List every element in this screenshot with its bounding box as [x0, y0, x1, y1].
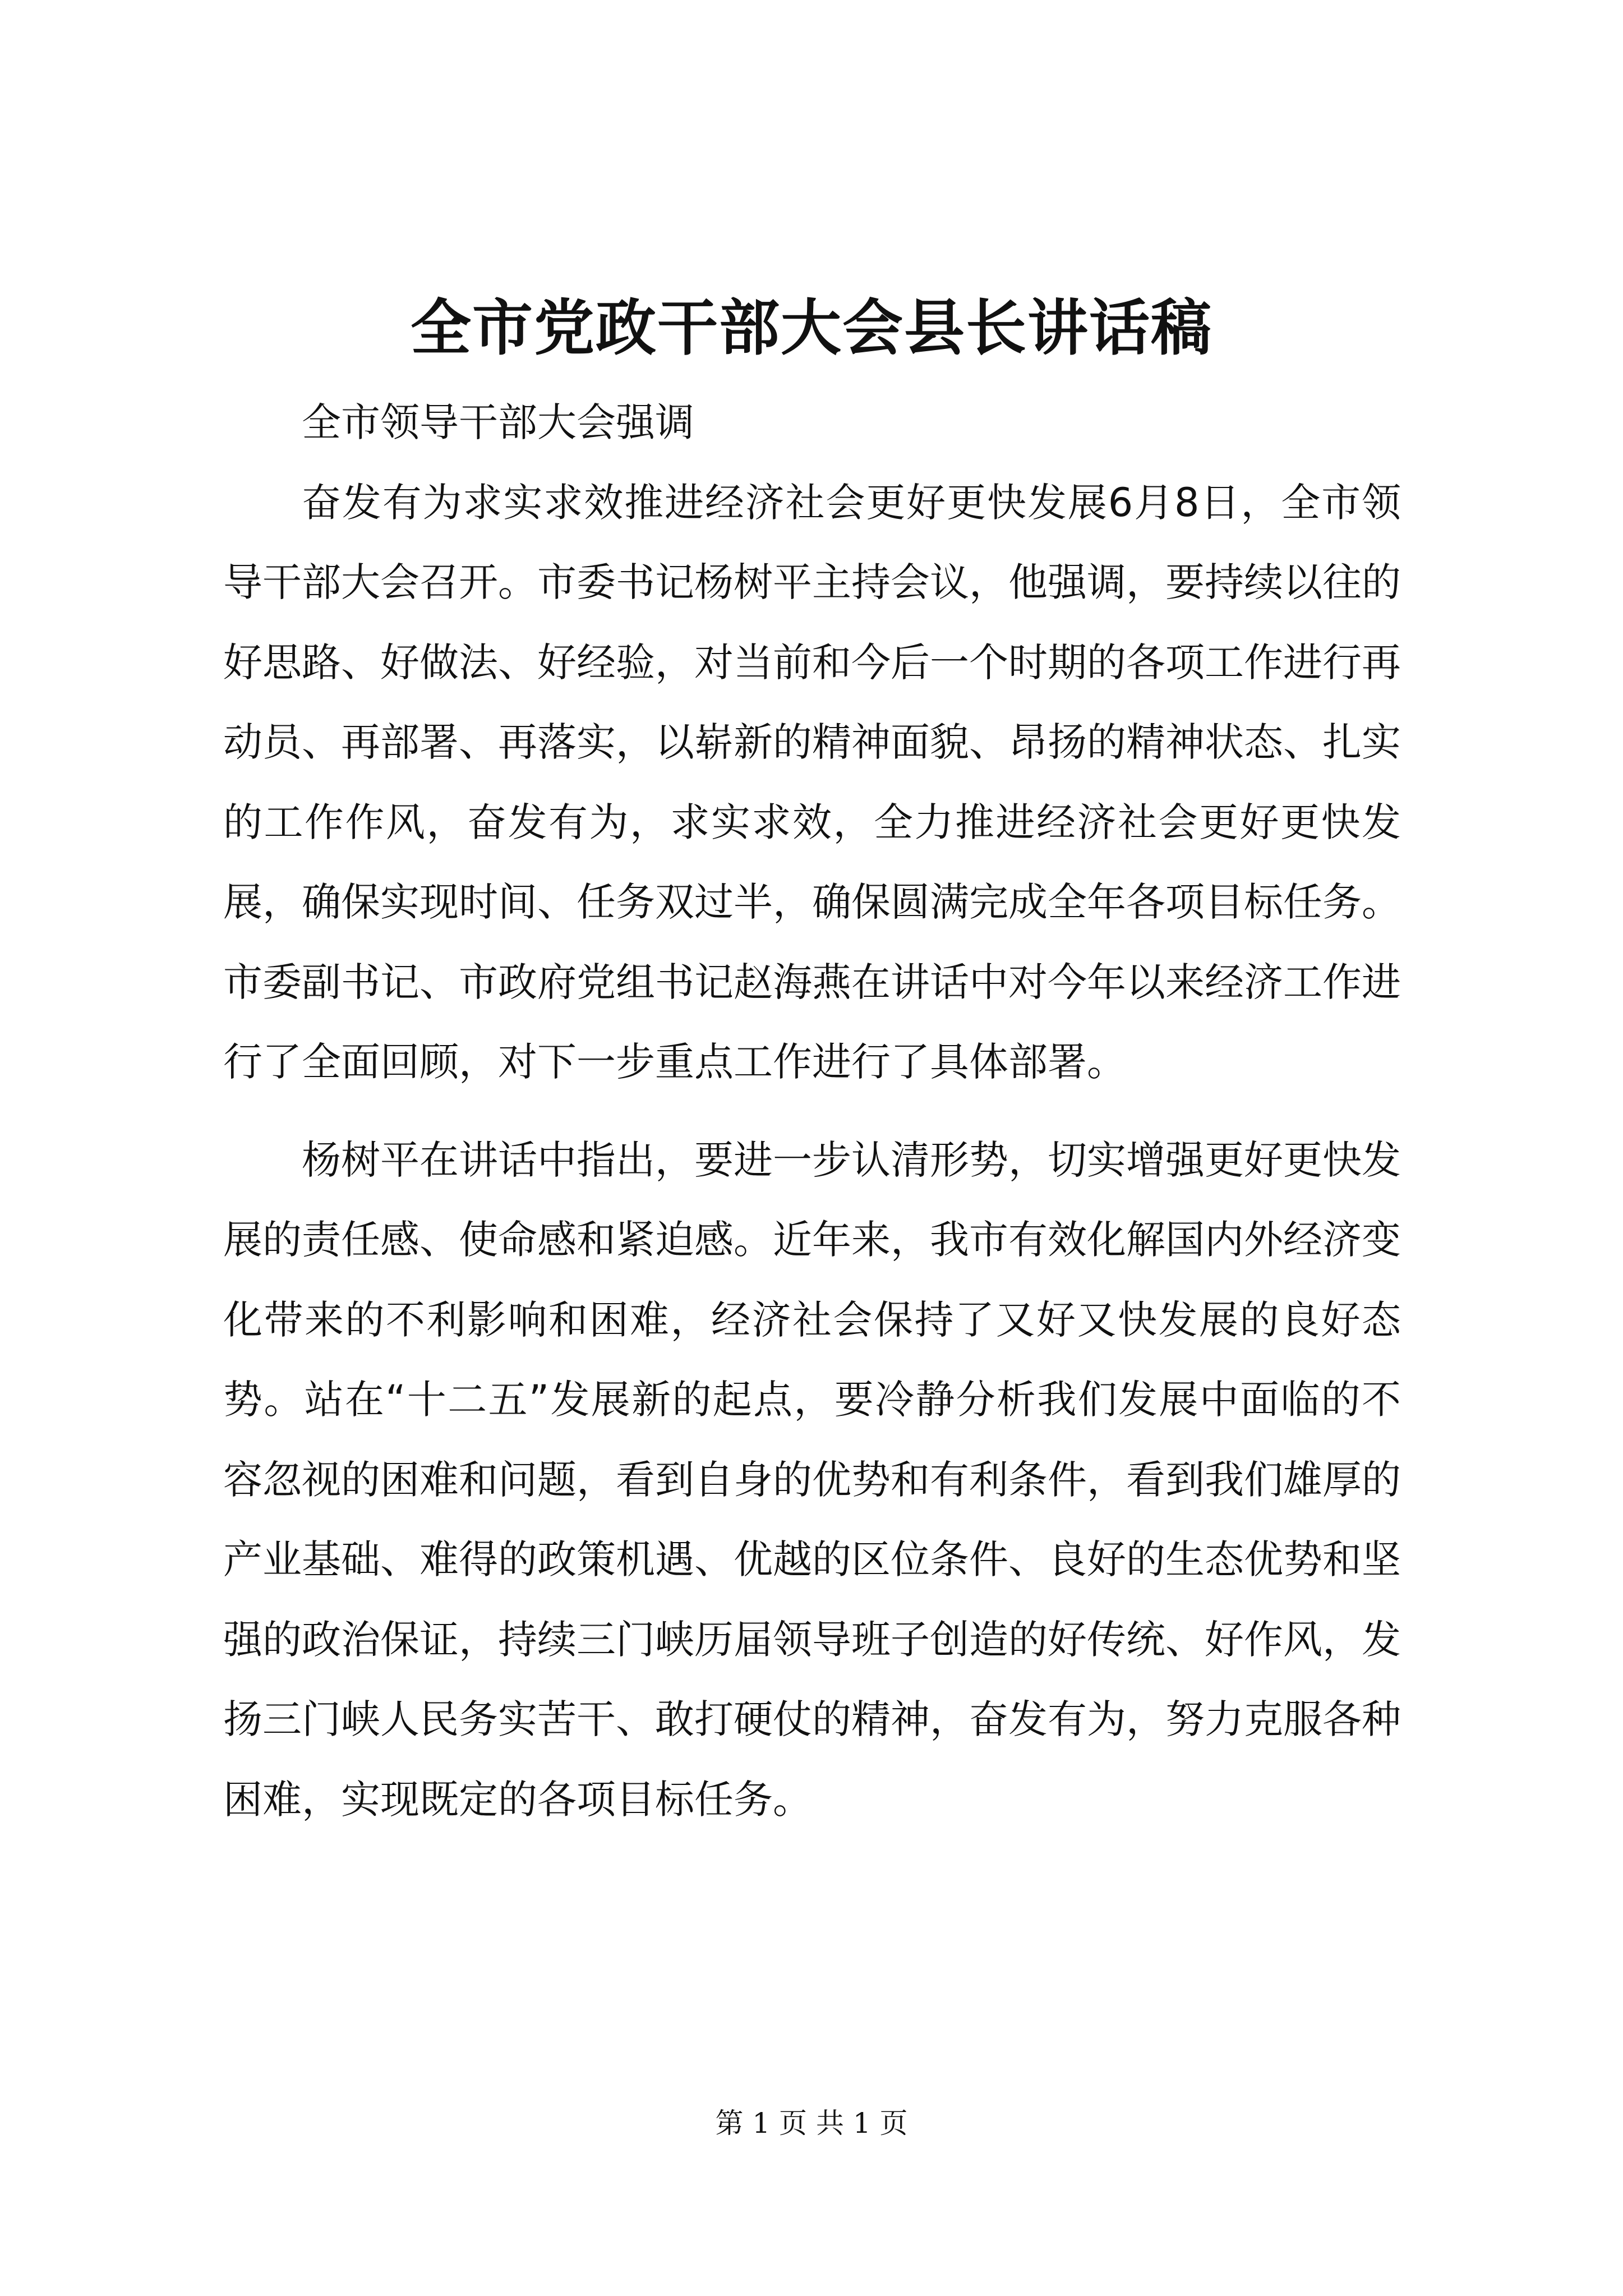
document-title: 全市党政干部大会县长讲话稿 — [410, 293, 1212, 364]
document-body — [223, 383, 1401, 1839]
body-paragraph-1: 奋发有为求实求效推进经济社会更好更快发展6月8日，全市领导干部大会召开。市委书记杨树平主持会议，他强调，要持续以往的好思路、好做法、好经验，对当前和今后一个时期的各项工作进行再动员、再部署、再落实，以崭新的精神面貌、昂扬的精神状态、扎实的工作作风，奋发有为，求实求效，全力推进经济社会更好更快发展，确保实现时间、任务双过半，确保圆满完成全年各项目标任务。市委副书记、市政府党组书记赵海燕在讲话中对今年以来经济工作进行了全面回顾，对下一步重点工作进行了具体部署。 — [223, 479, 1401, 1085]
page-footer: 第 1 页 共 1 页 — [715, 2107, 908, 2139]
body-paragraph-2: 杨树平在讲话中指出，要进一步认清形势，切实增强更好更快发展的责任感、使命感和紧迫感。近年来，我市有效化解国内外经济变化带来的不利影响和困难，经济社会保持了又好又快发展的良好态势。站在“十二五”发展新的起点，要冷静分析我们发展中面临的不容忽视的困难和问题，看到自身的优势和有利条件，看到我们雄厚的产业基础、难得的政策机遇、优越的区位条件、良好的生态优势和坚强的政治保证，持续三门峡历届领导班子创造的好传统、好作风，发扬三门峡人民务实苦干、敢打硬仗的精神，奋发有为，努力克服各种困难，实现既定的各项目标任务。 — [223, 1137, 1401, 1823]
document-subtitle: 全市领导干部大会强调 — [302, 399, 694, 445]
